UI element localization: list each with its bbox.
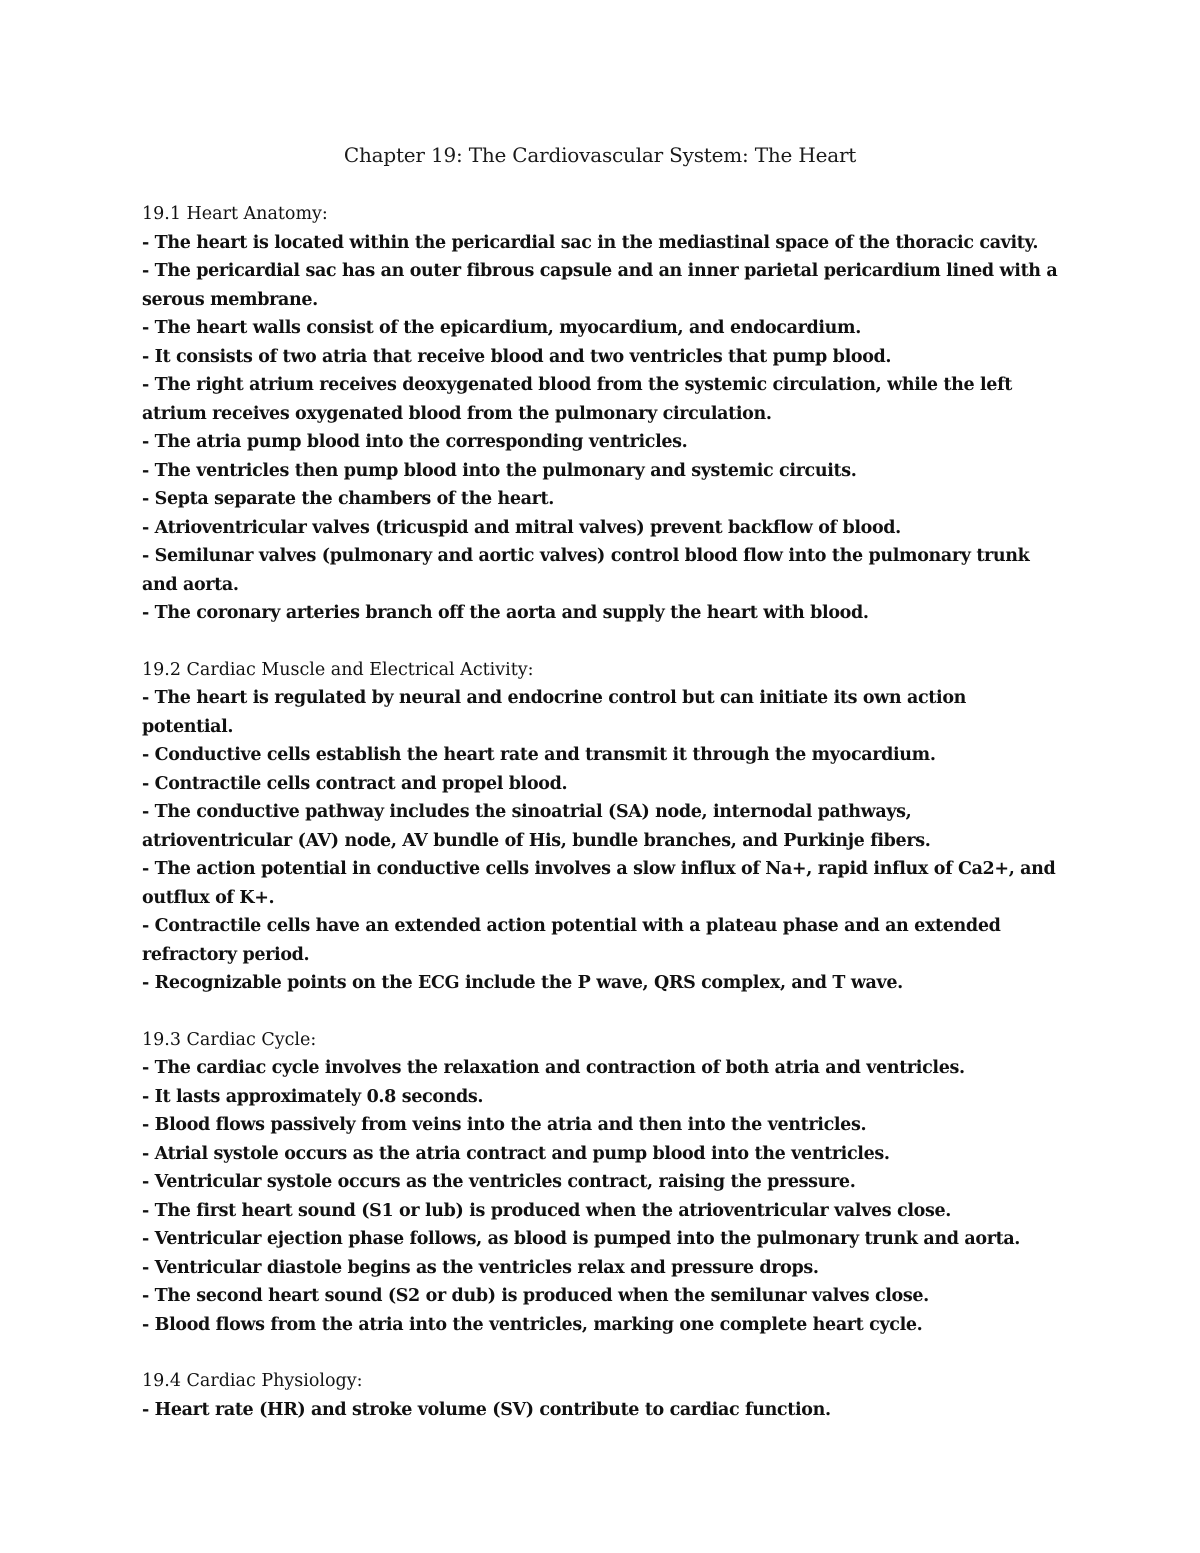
list-item: - It lasts approximately 0.8 seconds.: [142, 1086, 484, 1107]
list-item: - Semilunar valves (pulmonary and aortic valves) control blood flow into the pulmonary trunk and aorta.: [142, 546, 1030, 595]
list-item: - The ventricles then pump blood into the pulmonary and systemic circuits.: [142, 460, 857, 481]
page-title: Chapter 19: The Cardiovascular System: The Heart: [343, 143, 857, 167]
section-list: [142, 684, 1062, 998]
list-item: - The heart is regulated by neural and endocrine control but can initiate its own action potential.: [142, 688, 967, 737]
list-item: - Ventricular ejection phase follows, as blood is pumped into the pulmonary trunk and aorta.: [142, 1229, 1021, 1249]
list-item: - Atrioventricular valves (tricuspid and mitral valves) prevent backflow of blood.: [142, 517, 901, 538]
list-item: - The coronary arteries branch off the aorta and supply the heart with blood.: [142, 603, 869, 623]
list-item: - The conductive pathway includes the sinoatrial (SA) node, internodal pathways, atrioventricular (AV) node, AV bundle of His, bundle branches, and Purkinje fibers.: [142, 802, 931, 851]
list-item: - Atrial systole occurs as the atria contract and pump blood into the ventricles.: [142, 1143, 890, 1164]
list-item: - The action potential in conductive cells involves a slow influx of Na+, rapid influx of Ca2+, and outflux of K+.: [142, 859, 1056, 908]
list-item: - Blood flows passively from veins into the atria and then into the ventricles.: [142, 1115, 867, 1135]
list-item: - It consists of two atria that receive blood and two ventricles that pump blood.: [142, 346, 892, 367]
list-item: - The heart walls consist of the epicardium, myocardium, and endocardium.: [142, 318, 861, 338]
list-item: - Conductive cells establish the heart rate and transmit it through the myocardium.: [142, 745, 936, 765]
document-body: [142, 200, 1062, 1452]
section-heading: 19.4 Cardiac Physiology:: [142, 1371, 363, 1391]
section-heart-anatomy: [142, 200, 1062, 628]
list-item: - The atria pump blood into the corresponding ventricles.: [142, 432, 688, 452]
section-heading: 19.3 Cardiac Cycle:: [142, 1029, 317, 1050]
list-item: - Septa separate the chambers of the heart.: [142, 489, 554, 509]
list-item: - The first heart sound (S1 or lub) is produced when the atrioventricular valves close.: [142, 1200, 951, 1221]
list-item: - The right atrium receives deoxygenated blood from the systemic circulation, while the left atrium receives oxygenated blood from the pulmonary circulation.: [142, 375, 1012, 424]
list-item: - The pericardial sac has an outer fibrous capsule and an inner parietal pericardium lined with a serous membrane.: [142, 261, 1058, 310]
section-list: [142, 229, 1062, 628]
list-item: - Ventricular diastole begins as the ventricles relax and pressure drops.: [142, 1257, 819, 1278]
list-item: - Recognizable points on the ECG include the P wave, QRS complex, and T wave.: [142, 973, 903, 993]
list-item: - Ventricular systole occurs as the ventricles contract, raising the pressure.: [142, 1172, 856, 1192]
section-list: [142, 1054, 1062, 1339]
list-item: - Contractile cells contract and propel blood.: [142, 773, 568, 794]
section-cardiac-physiology: [142, 1367, 1062, 1424]
list-item: - The heart is located within the pericardial sac in the mediastinal space of the thoracic cavity.: [142, 232, 1039, 253]
section-heading: 19.2 Cardiac Muscle and Electrical Activity:: [142, 659, 534, 680]
list-item: - Blood flows from the atria into the ventricles, marking one complete heart cycle.: [142, 1314, 923, 1335]
list-item: - Contractile cells have an extended action potential with a plateau phase and an extended refractory period.: [142, 916, 1001, 965]
list-item: - Heart rate (HR) and stroke volume (SV) contribute to cardiac function.: [142, 1399, 831, 1420]
section-cardiac-cycle: [142, 1026, 1062, 1340]
list-item: - The cardiac cycle involves the relaxation and contraction of both atria and ventricles.: [142, 1058, 965, 1078]
section-list: [142, 1396, 1062, 1425]
section-heading: 19.1 Heart Anatomy:: [142, 204, 328, 224]
list-item: - The second heart sound (S2 or dub) is produced when the semilunar valves close.: [142, 1286, 929, 1306]
section-cardiac-muscle: [142, 656, 1062, 998]
